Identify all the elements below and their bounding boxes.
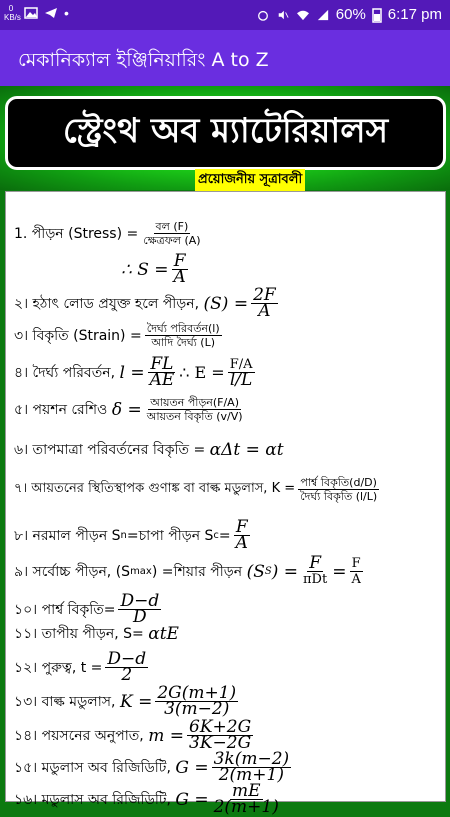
formula-label: ১৪। পয়সনের অনুপাত, bbox=[14, 727, 144, 744]
formula-9 bbox=[14, 553, 366, 587]
fraction: $\frac{\text{পার্শ্ব বিকৃতি(d/D)}}{\text{দৈর্ঘ্য বিকৃতি (l/L)}}$ bbox=[300, 476, 378, 503]
formula-label: ৭। আয়তনের স্থিতিস্থাপক গুণাঙ্ক বা বাল্ক মডুলাস, K = bbox=[14, 481, 296, 496]
hero-section bbox=[0, 86, 450, 190]
formula-4 bbox=[14, 354, 258, 390]
formula-expr: αtE bbox=[148, 624, 179, 644]
formula-11 bbox=[14, 622, 179, 646]
formula-10 bbox=[14, 591, 164, 627]
subscript: n bbox=[120, 530, 127, 541]
clock: 6:17 pm bbox=[387, 6, 442, 23]
wifi-icon bbox=[296, 9, 310, 21]
battery-icon bbox=[372, 7, 382, 23]
formula-1 bbox=[14, 220, 206, 247]
formula-expr: m = bbox=[148, 725, 184, 746]
signal-icon bbox=[316, 9, 330, 21]
formula-label: ৬। তাপমাত্রা পরিবর্তনের বিকৃতি = bbox=[14, 442, 206, 458]
subscript: max bbox=[130, 566, 152, 577]
formula-label: ৫। পয়শন রেশিও bbox=[14, 401, 108, 418]
fraction: $\frac{\text{বল (F)}}{\text{ক্ষেত্রফল (A)}}$ bbox=[143, 220, 201, 247]
telegram-icon bbox=[44, 7, 58, 19]
formula-2 bbox=[14, 285, 281, 321]
formula-label: 1. পীড়ন (Stress) = bbox=[14, 225, 139, 242]
formula-label: ১৬। মডুলাস অব রিজিডিটি, bbox=[14, 791, 171, 808]
mute-icon bbox=[276, 9, 290, 21]
formula-expr: (S) = bbox=[203, 293, 249, 314]
formula-label: ৯। সর্বোচ্চ পীড়ন, (S bbox=[14, 563, 131, 580]
fraction: $\frac{F/A}{l/L}$ bbox=[229, 357, 253, 390]
formula-label: ১১। তাপীয় পীড়ন, S= bbox=[14, 626, 144, 642]
fraction: $\frac{F}{A}$ bbox=[173, 251, 186, 287]
formula-12 bbox=[14, 649, 151, 685]
formula-14 bbox=[14, 717, 256, 753]
fraction: $\frac{2F}{A}$ bbox=[253, 285, 276, 321]
fraction: $\frac{mE}{2(m+1)}$ bbox=[213, 781, 279, 817]
formula-6 bbox=[14, 438, 284, 462]
fraction: $\frac{\text{দৈর্ঘ্য পরিবর্তন(l)}}{\text{আদি দৈর্ঘ্য (L)}}$ bbox=[146, 322, 220, 349]
fraction: $\frac{\text{আয়তন পীড়ন(F/A)}}{\text{আয়তন বিকৃতি (v/V)}}$ bbox=[146, 396, 243, 423]
equals: = bbox=[218, 527, 231, 544]
formula-expr: K = bbox=[119, 691, 153, 712]
formula-15 bbox=[14, 749, 294, 785]
formula-label: ৩। বিকৃতি (Strain) = bbox=[14, 327, 142, 344]
fraction: $\frac{6K+2G}{3K-2G}$ bbox=[189, 717, 252, 753]
topic-title: স্ট্রেংথ অব ম্যাটেরিয়ালস bbox=[62, 110, 389, 151]
fraction: $\frac{3k(m-2)}{2(m+1)}$ bbox=[213, 749, 290, 785]
more-dots-icon: • bbox=[64, 5, 69, 21]
app-bar bbox=[0, 30, 450, 86]
formula-label: ৪। দৈর্ঘ্য পরিবর্তন, bbox=[14, 364, 116, 381]
status-bar bbox=[0, 0, 450, 30]
battery-percent: 60% bbox=[335, 6, 366, 23]
formula-1-result bbox=[121, 251, 191, 287]
fraction: $\frac{F}{A}$ bbox=[351, 556, 361, 587]
formula-expr: (S bbox=[246, 561, 265, 582]
formula-label: ১৩। বাল্ক মডুলাস, bbox=[14, 693, 116, 710]
formula-5 bbox=[14, 396, 248, 423]
app-title: মেকানিক্যাল ইঞ্জিনিয়ারিং A to Z bbox=[18, 49, 269, 71]
fraction: $\frac{F}{A}$ bbox=[235, 517, 248, 553]
formula-label: ) =শিয়ার পীড়ন bbox=[151, 563, 243, 580]
network-speed: 0 KB/s bbox=[4, 4, 21, 22]
formula-expr: G = bbox=[175, 757, 209, 778]
formula-7 bbox=[14, 476, 382, 503]
formula-label: ২। হঠাৎ লোড প্রযুক্ত হলে পীড়ন, bbox=[14, 295, 200, 312]
equals: = bbox=[332, 561, 347, 582]
fraction: $\frac{F}{\text{πDt}}$ bbox=[302, 553, 328, 587]
fraction: $\frac{FL}{AE}$ bbox=[149, 354, 175, 390]
formula-3 bbox=[14, 322, 225, 349]
fraction: $\frac{2G(m+1)}{3(m-2)}$ bbox=[157, 683, 237, 719]
formula-sheet[interactable] bbox=[5, 191, 446, 817]
formula-expr: l = bbox=[119, 362, 145, 383]
formula-expr: ∴ E = bbox=[179, 363, 225, 382]
formula-8 bbox=[14, 517, 253, 553]
fraction: $\frac{D-d}{2}$ bbox=[107, 649, 147, 685]
topic-banner bbox=[5, 96, 446, 170]
alarm-icon bbox=[256, 9, 270, 21]
subscript: S bbox=[264, 566, 272, 577]
formula-expr: αΔt = αt bbox=[209, 440, 284, 460]
formula-label: ১০। পার্শ্ব বিকৃতি= bbox=[14, 601, 116, 618]
topic-subtitle: প্রয়োজনীয় সূত্রাবলী bbox=[195, 169, 305, 192]
image-icon bbox=[24, 7, 38, 19]
subscript: c bbox=[213, 530, 219, 541]
formula-label: =চাপা পীড়ন S bbox=[126, 527, 214, 544]
formula-label: ১৫। মডুলাস অব রিজিডিটি, bbox=[14, 759, 171, 776]
formula-expr: G = bbox=[175, 789, 209, 810]
formula-expr: ∴ S = bbox=[121, 259, 169, 280]
formula-label: ১২। পুরুত্ব, t = bbox=[14, 659, 103, 676]
formula-expr: δ = bbox=[111, 399, 142, 420]
formula-13 bbox=[14, 683, 241, 719]
formula-expr: ) = bbox=[271, 561, 298, 582]
fraction: $\frac{D-d}{D}$ bbox=[120, 591, 160, 627]
formula-label: ৮। নরমাল পীড়ন S bbox=[14, 527, 121, 544]
formula-16 bbox=[14, 781, 284, 817]
